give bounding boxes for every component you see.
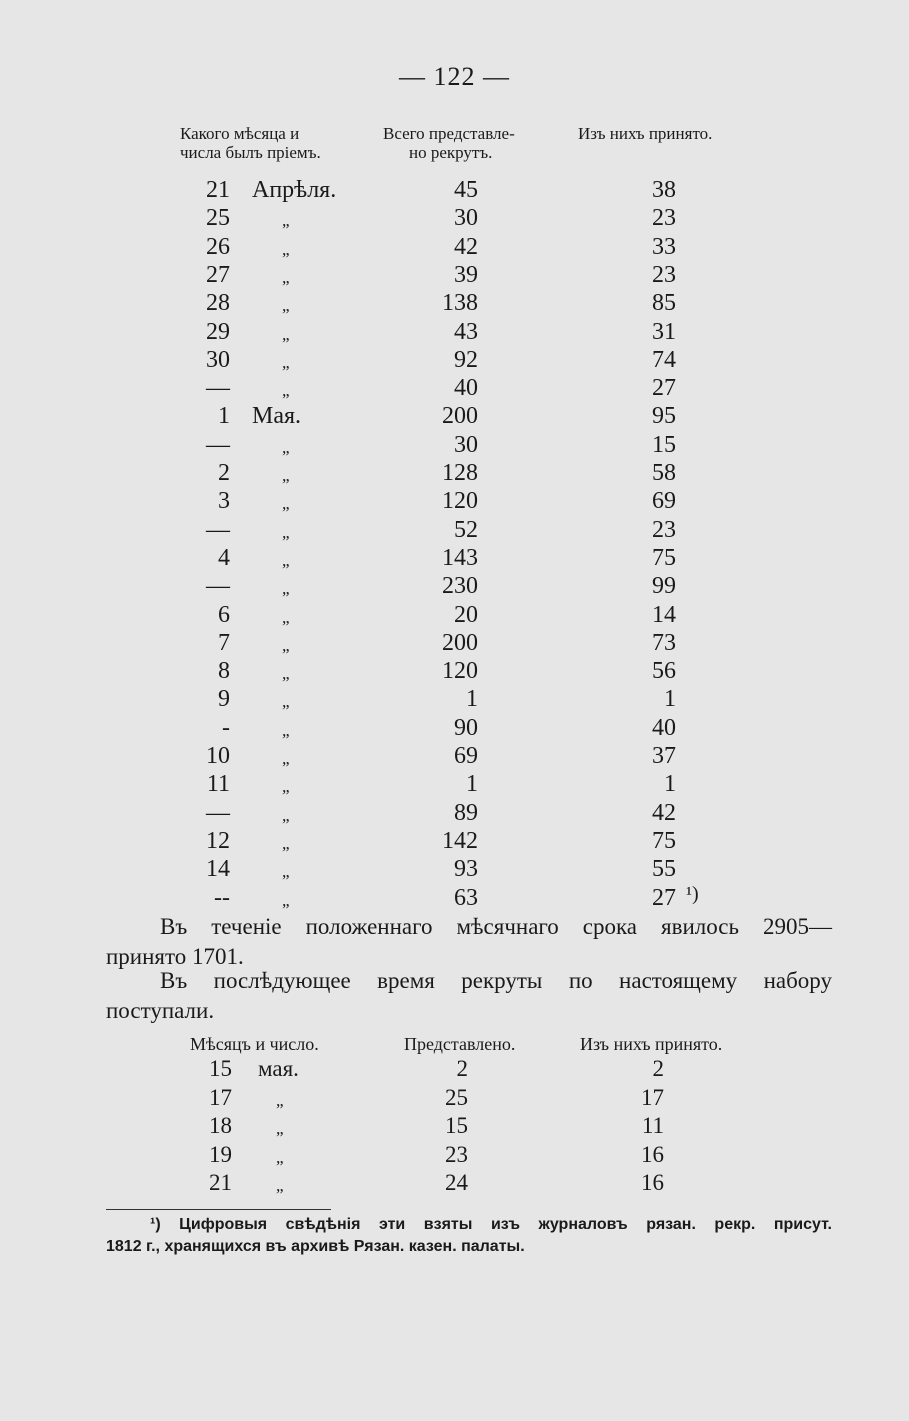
table-row xyxy=(0,262,909,290)
table-row xyxy=(0,517,909,545)
row-ditto-mark: „ xyxy=(282,777,290,797)
row-presented: 45 xyxy=(454,177,478,203)
table-row xyxy=(0,856,909,884)
row-accepted: 14 xyxy=(652,601,676,628)
row-day: 19 xyxy=(209,1141,232,1167)
row-month: Апрѣля. xyxy=(252,177,337,203)
row-ditto-mark: „ xyxy=(282,522,290,542)
row-day: 28 xyxy=(206,290,230,317)
table-row xyxy=(0,403,909,431)
table1-header-date-line2: числа былъ пріемъ. xyxy=(180,143,321,162)
table-row xyxy=(0,460,909,488)
row-ditto-mark: „ xyxy=(282,550,290,570)
table1-header-presented-line2: но рекрутъ. xyxy=(409,143,493,162)
row-accepted: 95 xyxy=(652,403,676,430)
row-day: — xyxy=(206,375,230,402)
row-day: 17 xyxy=(209,1084,232,1110)
table-row xyxy=(0,347,909,375)
row-day: 21 xyxy=(209,1170,232,1195)
row-presented: 90 xyxy=(454,714,478,741)
row-ditto-mark: „ xyxy=(282,437,290,457)
row-presented: 142 xyxy=(442,827,478,854)
row-accepted: 16 xyxy=(641,1141,664,1167)
row-accepted: 74 xyxy=(652,346,676,373)
row-ditto-mark: „ xyxy=(282,664,290,684)
row-ditto-mark: „ xyxy=(282,720,290,740)
row-accepted: 33 xyxy=(652,233,676,260)
row-day: 14 xyxy=(206,856,230,883)
table-row xyxy=(0,234,909,262)
row-presented: 120 xyxy=(442,488,478,515)
row-accepted: 99 xyxy=(652,573,676,600)
paragraph2-line2: поступали. xyxy=(106,998,215,1023)
row-presented: 15 xyxy=(445,1113,468,1138)
row-day: 26 xyxy=(206,233,230,260)
row-accepted: 42 xyxy=(652,799,676,826)
row-accepted: 58 xyxy=(652,460,676,486)
row-ditto-mark: „ xyxy=(282,494,290,514)
row-presented: 89 xyxy=(454,799,478,826)
row-accepted: 17 xyxy=(641,1084,664,1110)
row-day: — xyxy=(206,431,230,458)
row-month: мая. xyxy=(258,1056,299,1081)
row-day: 15 xyxy=(209,1056,232,1081)
row-day: 3 xyxy=(218,488,230,515)
table2-header-date: Мѣсяцъ и число. xyxy=(190,1034,319,1054)
row-accepted: 31 xyxy=(652,318,676,345)
row-presented: 93 xyxy=(454,856,478,883)
row-accepted: 75 xyxy=(652,544,676,571)
table-row xyxy=(0,319,909,347)
row-accepted: 15 xyxy=(652,431,676,458)
footnote-rule xyxy=(106,1209,331,1210)
row-day: 8 xyxy=(218,658,230,685)
row-ditto-mark: „ xyxy=(282,805,290,825)
row-presented: 1 xyxy=(466,771,478,798)
row-ditto-mark: „ xyxy=(282,381,290,401)
row-day: — xyxy=(206,573,230,600)
footnote-line1: ¹) Цифровыя свѣдѣнія эти взяты изъ журналовъ рязан. рекр. присут. xyxy=(150,1216,832,1233)
row-accepted: 37 xyxy=(652,743,676,769)
row-accepted: 11 xyxy=(641,1113,664,1138)
row-accepted: 55 xyxy=(652,856,676,883)
table-row xyxy=(0,1170,909,1198)
row-ditto-mark: „ xyxy=(282,833,290,853)
row-day: 18 xyxy=(209,1113,232,1138)
row-presented: 1 xyxy=(466,686,478,713)
row-ditto-mark: „ xyxy=(282,862,290,882)
row-presented: 42 xyxy=(454,233,478,260)
paragraph1-line1: Въ теченіе положеннаго мѣсячнаго срока явилось 2905— xyxy=(160,914,832,939)
row-day: 27 xyxy=(206,261,230,288)
row-presented: 120 xyxy=(442,658,478,685)
table1-header-date-line1: Какого мѣсяца и xyxy=(180,124,300,143)
row-day: 1 xyxy=(218,403,230,430)
table1-header-accepted: Изъ нихъ принято. xyxy=(578,124,713,143)
table-row xyxy=(0,1056,909,1084)
row-accepted: 27 xyxy=(652,375,676,402)
page-number: — 122 — xyxy=(399,62,510,91)
row-accepted: 27 xyxy=(652,884,676,911)
row-presented: 200 xyxy=(442,629,478,656)
row-accepted: 85 xyxy=(652,290,676,317)
row-presented: 25 xyxy=(445,1084,468,1110)
table-row xyxy=(0,771,909,799)
table-row xyxy=(0,602,909,630)
row-presented: 30 xyxy=(454,205,478,232)
row-accepted: 56 xyxy=(652,658,676,685)
row-presented: 143 xyxy=(442,544,478,571)
footnote-line2: 1812 г., хранящихся въ архивѣ Рязан. казен. палаты. xyxy=(106,1238,525,1255)
row-ditto-mark: „ xyxy=(282,635,290,655)
row-presented: 39 xyxy=(454,261,478,288)
row-accepted: 1 xyxy=(664,771,676,798)
row-presented: 23 xyxy=(445,1141,468,1167)
table-row xyxy=(0,743,909,771)
row-day: 10 xyxy=(206,743,230,769)
table1-header-date xyxy=(180,124,321,162)
table-row xyxy=(0,630,909,658)
row-ditto-mark: „ xyxy=(282,579,290,599)
table-row xyxy=(0,1085,909,1113)
row-ditto-mark: „ xyxy=(282,466,290,485)
row-accepted: 69 xyxy=(652,488,676,515)
row-day: 2 xyxy=(218,460,230,486)
row-ditto-mark: „ xyxy=(276,1147,284,1167)
row-day: 30 xyxy=(206,346,230,373)
row-ditto-mark: „ xyxy=(282,239,290,259)
row-ditto-mark: „ xyxy=(276,1119,284,1138)
table-row xyxy=(0,658,909,686)
row-ditto-mark: „ xyxy=(282,352,290,372)
row-day: 9 xyxy=(218,686,230,713)
row-ditto-mark: „ xyxy=(282,607,290,627)
table-row xyxy=(0,828,909,856)
row-ditto-mark: „ xyxy=(282,324,290,344)
row-day: - xyxy=(222,714,230,741)
row-presented: 63 xyxy=(454,884,478,911)
table-row xyxy=(0,488,909,516)
row-day: 11 xyxy=(206,771,230,798)
row-presented: 24 xyxy=(445,1170,468,1195)
table-row xyxy=(0,375,909,403)
row-ditto-mark: „ xyxy=(276,1090,284,1110)
table-row xyxy=(0,882,909,913)
table-row xyxy=(0,573,909,601)
row-presented: 138 xyxy=(442,290,478,317)
row-accepted: 23 xyxy=(652,516,676,543)
footnote-mark: ¹) xyxy=(686,882,699,905)
paragraph2-line1: Въ послѣдующее время рекруты по настоящему набору xyxy=(160,968,832,993)
row-presented: 30 xyxy=(454,431,478,458)
row-presented: 40 xyxy=(454,375,478,402)
row-day: — xyxy=(206,516,230,543)
table-row xyxy=(0,715,909,743)
row-presented: 52 xyxy=(454,516,478,543)
row-presented: 69 xyxy=(454,743,478,769)
row-presented: 230 xyxy=(442,573,478,600)
row-day: 21 xyxy=(206,177,230,203)
row-accepted: 1 xyxy=(664,686,676,713)
row-ditto-mark: „ xyxy=(276,1176,284,1195)
table-row xyxy=(0,1142,909,1170)
table2-header-accepted: Изъ нихъ принято. xyxy=(580,1034,723,1054)
row-presented: 20 xyxy=(454,601,478,628)
row-ditto-mark: „ xyxy=(282,749,290,768)
table-row xyxy=(0,545,909,573)
table2-header-presented: Представлено. xyxy=(404,1034,516,1054)
row-presented: 92 xyxy=(454,346,478,373)
row-accepted: 2 xyxy=(652,1056,664,1081)
row-accepted: 73 xyxy=(652,629,676,656)
table-row xyxy=(0,432,909,460)
row-day: 7 xyxy=(218,629,230,656)
row-month: Мая. xyxy=(252,403,302,430)
row-presented: 43 xyxy=(454,318,478,345)
paragraph1-line2: принято 1701. xyxy=(106,944,244,969)
table-row xyxy=(0,205,909,233)
table-row xyxy=(0,1113,909,1141)
row-ditto-mark: „ xyxy=(282,692,290,712)
row-ditto-mark: „ xyxy=(282,296,290,316)
row-accepted: 23 xyxy=(652,205,676,232)
row-day: — xyxy=(206,799,230,826)
table-row xyxy=(0,290,909,318)
row-day: -- xyxy=(214,884,230,911)
row-presented: 200 xyxy=(442,403,478,430)
row-accepted: 23 xyxy=(652,261,676,288)
table-row xyxy=(0,177,909,205)
row-presented: 2 xyxy=(456,1056,468,1081)
table-row xyxy=(0,686,909,714)
row-accepted: 40 xyxy=(652,714,676,741)
row-presented: 128 xyxy=(442,460,478,486)
row-accepted: 38 xyxy=(652,177,676,203)
row-day: 29 xyxy=(206,318,230,345)
row-ditto-mark: „ xyxy=(282,267,290,287)
row-accepted: 75 xyxy=(652,827,676,854)
row-day: 25 xyxy=(206,205,230,232)
table1-header-presented-line1: Всего представле- xyxy=(383,124,515,143)
row-day: 6 xyxy=(218,601,230,628)
row-ditto-mark: „ xyxy=(282,211,290,231)
row-day: 4 xyxy=(218,544,230,571)
row-day: 12 xyxy=(206,827,230,854)
row-ditto-mark: „ xyxy=(282,890,290,910)
table-row xyxy=(0,800,909,828)
table1-header-presented xyxy=(383,124,515,162)
row-accepted: 16 xyxy=(641,1170,664,1195)
